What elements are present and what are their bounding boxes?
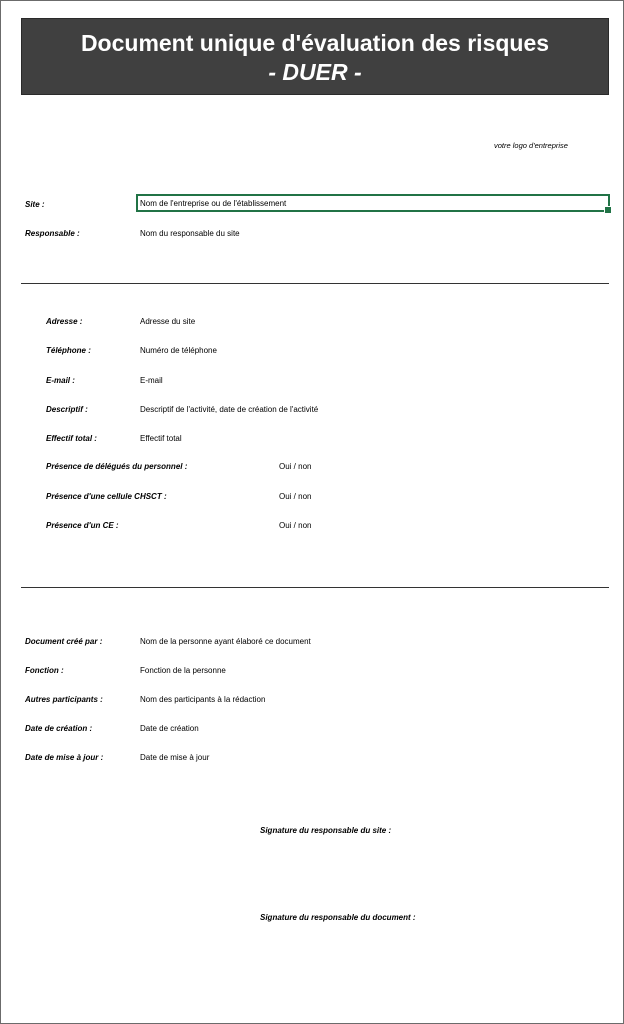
date-maj-label: Date de mise à jour : xyxy=(25,753,104,762)
descriptif-label: Descriptif : xyxy=(46,405,88,414)
title-banner xyxy=(21,18,609,95)
fonction-label: Fonction : xyxy=(25,666,64,675)
chsct-label: Présence d'une cellule CHSCT : xyxy=(46,492,167,501)
site-value[interactable]: Nom de l'entreprise ou de l'établissement xyxy=(140,199,287,208)
date-maj-value[interactable]: Date de mise à jour xyxy=(140,753,210,762)
divider-2 xyxy=(21,587,609,588)
email-label: E-mail : xyxy=(46,376,75,385)
responsable-value[interactable]: Nom du responsable du site xyxy=(140,229,240,238)
date-creation-label: Date de création : xyxy=(25,724,93,733)
divider-1 xyxy=(21,283,609,284)
title-line-2: - DUER - xyxy=(268,59,362,85)
effectif-label: Effectif total : xyxy=(46,434,97,443)
delegues-label: Présence de délégués du personnel : xyxy=(46,462,188,471)
chsct-value[interactable]: Oui / non xyxy=(279,492,312,501)
delegues-value[interactable]: Oui / non xyxy=(279,462,312,471)
signature-document-label: Signature du responsable du document : xyxy=(260,913,416,922)
telephone-value[interactable]: Numéro de téléphone xyxy=(140,346,217,355)
site-cell-selected[interactable] xyxy=(136,194,610,212)
title-line-1: Document unique d'évaluation des risques xyxy=(80,30,550,56)
cree-par-value[interactable]: Nom de la personne ayant élaboré ce document xyxy=(140,637,311,646)
responsable-label: Responsable : xyxy=(25,229,80,238)
cree-par-label: Document créé par : xyxy=(25,637,103,646)
date-creation-value[interactable]: Date de création xyxy=(140,724,199,733)
participants-label: Autres participants : xyxy=(25,695,103,704)
telephone-label: Téléphone : xyxy=(46,346,91,355)
ce-value[interactable]: Oui / non xyxy=(279,521,312,530)
fonction-value[interactable]: Fonction de la personne xyxy=(140,666,226,675)
adresse-label: Adresse : xyxy=(46,317,83,326)
signature-site-label: Signature du responsable du site : xyxy=(260,826,392,835)
participants-value[interactable]: Nom des participants à la rédaction xyxy=(140,695,266,704)
adresse-value[interactable]: Adresse du site xyxy=(140,317,196,326)
fill-handle[interactable] xyxy=(604,206,612,214)
email-value[interactable]: E-mail xyxy=(140,376,163,385)
site-label: Site : xyxy=(25,200,45,209)
descriptif-value[interactable]: Descriptif de l'activité, date de création de l'activité xyxy=(140,405,319,414)
ce-label: Présence d'un CE : xyxy=(46,521,119,530)
logo-placeholder[interactable]: votre logo d'entreprise xyxy=(494,141,568,150)
effectif-value[interactable]: Effectif total xyxy=(140,434,182,443)
